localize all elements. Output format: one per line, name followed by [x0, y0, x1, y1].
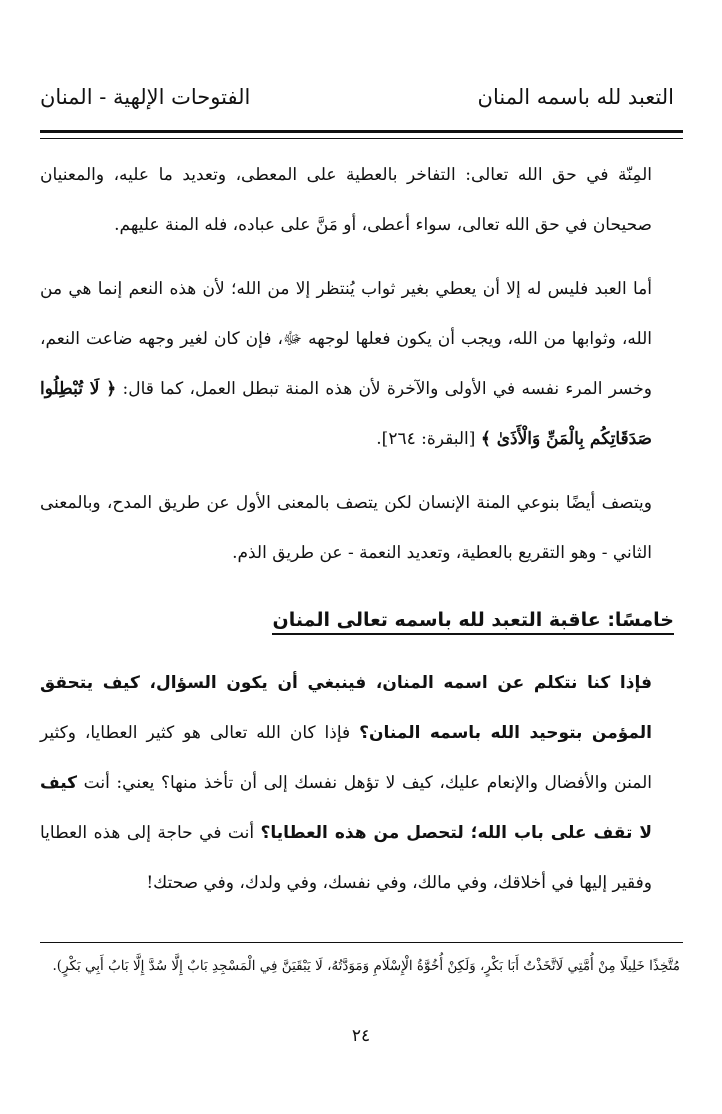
- paragraph-3: ويتصف أيضًا بنوعي المنة الإنسان لكن يتصف بالمعنى الأول عن طريق المدح، وبالمعنى الثاني - وهو التقريع بالعطية، وتعديد النعمة - عن طريق الذم.: [40, 493, 652, 563]
- footnote-text: مُتَّخِذًا خَلِيلًا مِنْ أُمَّتِي لَاتَّخَذْتُ أَبَا بَكْرٍ، وَلَكِنْ أُخُوَّةُ الْإِسْلَامِ وَمَوَدَّتُهُ، لَا يَبْقَيَنَّ فِي الْمَسْجِدِ بَابٌ إِلَّا سُدَّ إِلَّا بَابُ أَبِي بَكْرٍ).: [52, 958, 680, 974]
- paragraph-4-bold-phrase: كيف لا تقف على باب الله؛ لتحصل من هذه العطايا؟: [40, 773, 652, 843]
- verse-reference: [البقرة: ٢٦٤].: [376, 429, 476, 449]
- header-rule-thin: [40, 138, 683, 139]
- paragraph-4-text-2: أنت في حاجة إلى هذه العطايا وفقير إليها في أخلاقك، وفي مالك، وفي نفسك، وفي ولدك، وفي صحتك!: [40, 823, 652, 893]
- paragraph-4: [40, 658, 674, 908]
- header-book-title: التعبد لله باسمه المنان: [477, 85, 674, 109]
- running-header: [40, 82, 682, 116]
- header-chapter-title: الفتوحات الإلهية - المنان: [40, 85, 251, 109]
- header-rule-thick: [40, 130, 683, 133]
- paragraph-2: [40, 264, 674, 464]
- paragraph-4-bold-question: فإذا كنا نتكلم عن اسمه المنان، فينبغي أن يكون السؤال، كيف يتحقق المؤمن بتوحيد الله باسمه المنان؟: [40, 673, 652, 743]
- section-heading-text: خامسًا: عاقبة التعبد لله باسمه تعالى المنان: [272, 609, 674, 635]
- section-heading: [40, 594, 674, 646]
- paragraph-4-text-1: فإذا كان الله تعالى هو كثير العطايا، وكثير المنن والأفضال والإنعام عليك، كيف لا تؤهل نفسك إلى أن تأخذ منها؟ يعني: أنت: [40, 723, 652, 793]
- main-content: [40, 150, 674, 908]
- paragraph-2-text: أما العبد فليس له إلا أن يعطي بغير ثواب يُنتظر إلا من الله؛ لأن هذه النعم إنما هي من الله، وثوابها من الله، ويجب أن يكون فعلها لوجهه ﷻ، فإن كان لغير وجهه ضاعت النعم، وخسر المرء نفسه في الأولى والآخرة لأن هذه المنة تبطل العمل، كما قال:: [40, 279, 653, 399]
- footnote-rule: [40, 942, 683, 943]
- page-number: ٢٤: [351, 1026, 371, 1046]
- quran-verse: ﴿ لَا تُبْطِلُوا صَدَقَاتِكُم بِالْمَنِّ وَالْأَذَىٰ ﴾: [40, 379, 652, 449]
- paragraph-1: المِنّة في حق الله تعالى: التفاخر بالعطية على المعطى، وتعديد ما عليه، والمعنيان صحيحان في حق الله تعالى، سواء أعطى، أو مَنَّ على عباده، فله المنة عليهم.: [40, 165, 652, 235]
